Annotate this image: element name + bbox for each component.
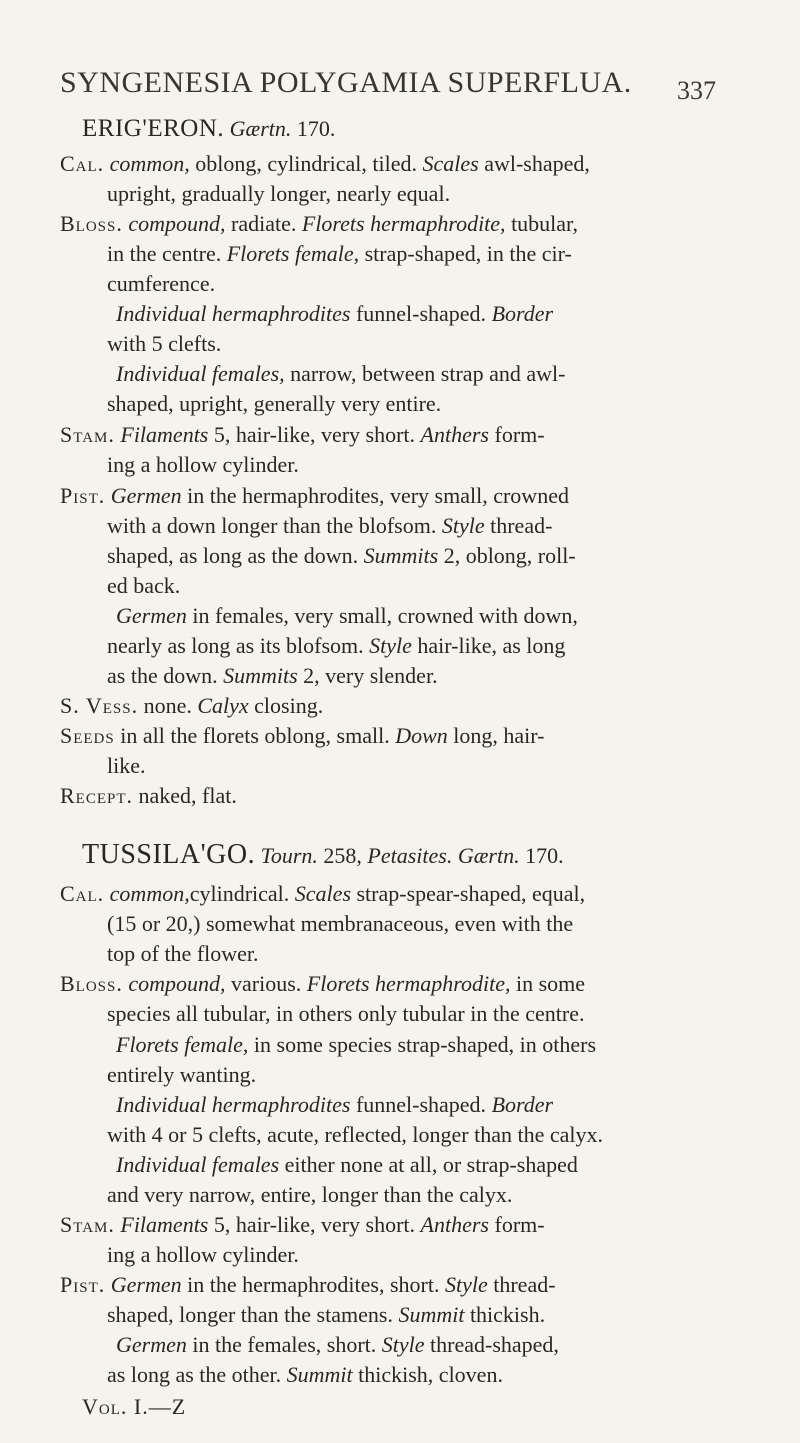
entry-text: shaped, longer than the stamens. bbox=[107, 1302, 399, 1328]
entry-text: Calyx bbox=[197, 693, 249, 719]
entry-stam bbox=[60, 1208, 545, 1241]
entry-text: in the hermaphrodites, short. bbox=[181, 1272, 445, 1298]
entry-label: Cal. bbox=[60, 150, 105, 176]
entry-label: Cal. bbox=[60, 881, 105, 907]
entry-stam bbox=[60, 418, 545, 451]
entry-text: Individual hermaphrodites bbox=[116, 301, 351, 327]
entry-text: narrow, between strap and awl- bbox=[284, 361, 566, 387]
entry-text: thread- bbox=[484, 512, 553, 538]
genus-heading-tussilago bbox=[82, 838, 564, 872]
entry-pist-cont: ed back. bbox=[107, 572, 181, 598]
entry-text: with a down longer than the blofsom. bbox=[107, 512, 442, 538]
entry-text: closing. bbox=[248, 693, 324, 719]
entry-text: thread-shaped, bbox=[424, 1332, 559, 1358]
entry-text: various. bbox=[225, 971, 307, 997]
entry-text: shaped, as long as the down. bbox=[107, 542, 364, 568]
entry-text: in females, very small, crowned with down, bbox=[186, 602, 578, 628]
entry-bloss-cont: cumference. bbox=[107, 271, 216, 297]
entry-bloss bbox=[60, 207, 578, 240]
entry-text: as long as the other. bbox=[107, 1362, 287, 1388]
entry-text: Summits bbox=[363, 542, 439, 568]
entry-text: Florets hermaphrodite, bbox=[301, 210, 506, 236]
entry-label: Recept. bbox=[60, 783, 134, 809]
entry-bloss-individual-herm bbox=[116, 1088, 553, 1121]
entry-text: radiate. bbox=[225, 210, 302, 236]
entry-label: Bloss. bbox=[60, 210, 123, 236]
entry-bloss-cont: species all tubular, in others only tubular in the centre. bbox=[107, 1001, 585, 1027]
entry-text: awl-shaped, bbox=[478, 150, 590, 176]
entry-text: Scales bbox=[422, 150, 479, 176]
entry-text: nearly as long as its blofsom. bbox=[107, 633, 370, 658]
entry-label: Pist. bbox=[60, 482, 106, 508]
entry-text: Summit bbox=[286, 1362, 353, 1388]
entry-text: Filaments bbox=[120, 421, 209, 447]
entry-text: funnel-shaped. bbox=[350, 301, 492, 327]
entry-text: naked, flat. bbox=[133, 783, 237, 809]
entry-label: Bloss. bbox=[60, 971, 123, 997]
entry-cal bbox=[60, 877, 585, 910]
authority: Gærtn. bbox=[229, 116, 292, 141]
entry-text: funnel-shaped. bbox=[350, 1091, 492, 1117]
entry-cal-cont: upright, gradually longer, nearly equal. bbox=[107, 180, 451, 206]
entry-text: in the hermaphrodites, very small, crowned bbox=[181, 482, 569, 508]
entry-text: 2, very slender. bbox=[297, 663, 438, 689]
entry-text: Florets female, bbox=[226, 241, 360, 267]
entry-text: Border bbox=[491, 301, 554, 327]
entry-text: strap-spear-shaped, equal, bbox=[351, 881, 586, 907]
entry-text: Style bbox=[369, 633, 412, 658]
entry-bloss-cont: with 4 or 5 clefts, acute, reflected, longer than the calyx. bbox=[107, 1121, 604, 1147]
genus-name: ERIG'ERON. bbox=[82, 115, 225, 142]
entry-bloss-individual-fem bbox=[116, 357, 565, 390]
entry-text: compound, bbox=[128, 210, 226, 236]
entry-pist-germen-female bbox=[116, 599, 578, 632]
entry-text: Border bbox=[491, 1091, 554, 1117]
entry-text: Filaments bbox=[120, 1212, 209, 1238]
entry-pist-cont bbox=[107, 1358, 503, 1391]
running-title: SYNGENESIA POLYGAMIA SUPERFLUA. bbox=[60, 66, 632, 99]
entry-text: Summit bbox=[398, 1302, 465, 1328]
entry-text: strap-shaped, in the cir- bbox=[359, 241, 572, 267]
entry-stam-cont: ing a hollow cylinder. bbox=[107, 451, 299, 477]
entry-bloss-cont: shaped, upright, generally very entire. bbox=[107, 391, 442, 417]
entry-text: tubular, bbox=[505, 210, 578, 236]
entry-text: 5, hair-like, very short. bbox=[208, 1212, 421, 1238]
entry-text: Germen bbox=[110, 1272, 182, 1298]
entry-text: Florets female, bbox=[116, 1031, 249, 1057]
entry-text: thickish, cloven. bbox=[352, 1362, 503, 1388]
entry-text: Germen bbox=[116, 602, 187, 628]
entry-cal bbox=[60, 147, 590, 180]
entry-pist bbox=[60, 479, 569, 512]
entry-text: either none at all, or strap-shaped bbox=[279, 1151, 578, 1177]
entry-pist bbox=[60, 1268, 556, 1301]
authority: Tourn. bbox=[260, 842, 318, 868]
entry-vess bbox=[60, 689, 323, 722]
entry-text: in the centre. bbox=[107, 241, 227, 267]
entry-text: in all the florets oblong, small. bbox=[114, 723, 396, 749]
authority-ref: 170. bbox=[296, 116, 336, 141]
page-number: 337 bbox=[677, 76, 716, 105]
entry-text: Anthers bbox=[420, 1212, 489, 1238]
entry-seeds-cont: like. bbox=[107, 753, 146, 779]
authority-ref: 170. bbox=[525, 842, 564, 868]
genus-heading-erigeron bbox=[82, 112, 335, 145]
authority: Gærtn. bbox=[457, 842, 520, 868]
entry-text: Individual hermaphrodites bbox=[116, 1091, 351, 1117]
entry-text: none. bbox=[138, 693, 198, 719]
entry-text: 5, hair-like, very short. bbox=[208, 421, 421, 447]
entry-text: Style bbox=[381, 1332, 425, 1358]
entry-text: Scales bbox=[294, 881, 351, 907]
entry-label: Stam. bbox=[60, 1212, 115, 1238]
entry-text: common, bbox=[109, 150, 190, 176]
entry-text: form- bbox=[489, 421, 545, 447]
entry-seeds bbox=[60, 719, 544, 752]
entry-text: long, hair- bbox=[447, 723, 545, 749]
entry-text: in the females, short. bbox=[186, 1332, 382, 1358]
entry-text: as the down. bbox=[107, 663, 224, 689]
entry-text: common, bbox=[109, 881, 190, 907]
genus-name: TUSSILA'GO. bbox=[82, 838, 256, 870]
entry-label: S. Vess. bbox=[60, 693, 139, 719]
entry-text: Style bbox=[441, 512, 485, 538]
entry-text: in some bbox=[510, 971, 586, 997]
entry-label: Seeds bbox=[60, 723, 115, 749]
entry-text: thickish. bbox=[464, 1302, 546, 1328]
entry-text: cylindrical. bbox=[189, 881, 295, 907]
synonym: Petasites. bbox=[367, 842, 453, 868]
entry-text: oblong, cylindrical, tiled. bbox=[189, 150, 423, 176]
entry-text: Down bbox=[395, 723, 448, 749]
entry-text: Individual females, bbox=[116, 361, 285, 387]
entry-cal-cont: (15 or 20,) somewhat membranaceous, even with the bbox=[107, 911, 574, 937]
entry-text: Individual females bbox=[116, 1151, 280, 1177]
entry-text: Style bbox=[444, 1272, 488, 1298]
entry-pist-cont bbox=[107, 659, 438, 692]
entry-stam-cont: ing a hollow cylinder. bbox=[107, 1242, 299, 1268]
entry-text: Florets hermaphrodite, bbox=[306, 971, 511, 997]
entry-text: form- bbox=[489, 1212, 545, 1238]
entry-text: Germen bbox=[110, 482, 182, 508]
entry-pist-cont bbox=[107, 509, 552, 542]
entry-bloss-cont bbox=[107, 237, 572, 270]
entry-recept bbox=[60, 779, 237, 812]
entry-pist-cont bbox=[107, 539, 576, 572]
entry-text: 2, oblong, roll- bbox=[438, 542, 576, 568]
entry-bloss bbox=[60, 967, 585, 1000]
entry-label: Pist. bbox=[60, 1272, 106, 1298]
entry-text: compound, bbox=[128, 971, 226, 997]
entry-text: hair-like, as long bbox=[411, 633, 566, 658]
entry-cal-cont: top of the flower. bbox=[107, 941, 259, 967]
entry-pist-cont bbox=[107, 1298, 545, 1331]
entry-label: Stam. bbox=[60, 421, 115, 447]
entry-bloss-individual-herm bbox=[116, 297, 553, 330]
entry-text: Anthers bbox=[420, 421, 489, 447]
signature-mark bbox=[82, 1390, 186, 1423]
authority-ref: 258, bbox=[323, 842, 362, 868]
entry-bloss-florets-female bbox=[116, 1028, 596, 1061]
entry-bloss-cont: with 5 clefts. bbox=[107, 331, 222, 357]
entry-text: Summits bbox=[223, 663, 298, 689]
entry-text: Vol. I.—Z bbox=[82, 1394, 187, 1420]
entry-bloss-cont: and very narrow, entire, longer than the calyx. bbox=[107, 1181, 513, 1207]
entry-bloss-cont: entirely wanting. bbox=[107, 1061, 257, 1087]
entry-text: in some species strap-shaped, in others bbox=[248, 1031, 597, 1057]
entry-bloss-individual-fem bbox=[116, 1148, 578, 1181]
entry-pist-cont bbox=[107, 629, 565, 662]
entry-text: thread- bbox=[487, 1272, 556, 1298]
entry-pist-germen-female bbox=[116, 1328, 559, 1361]
entry-text: Germen bbox=[116, 1332, 187, 1358]
